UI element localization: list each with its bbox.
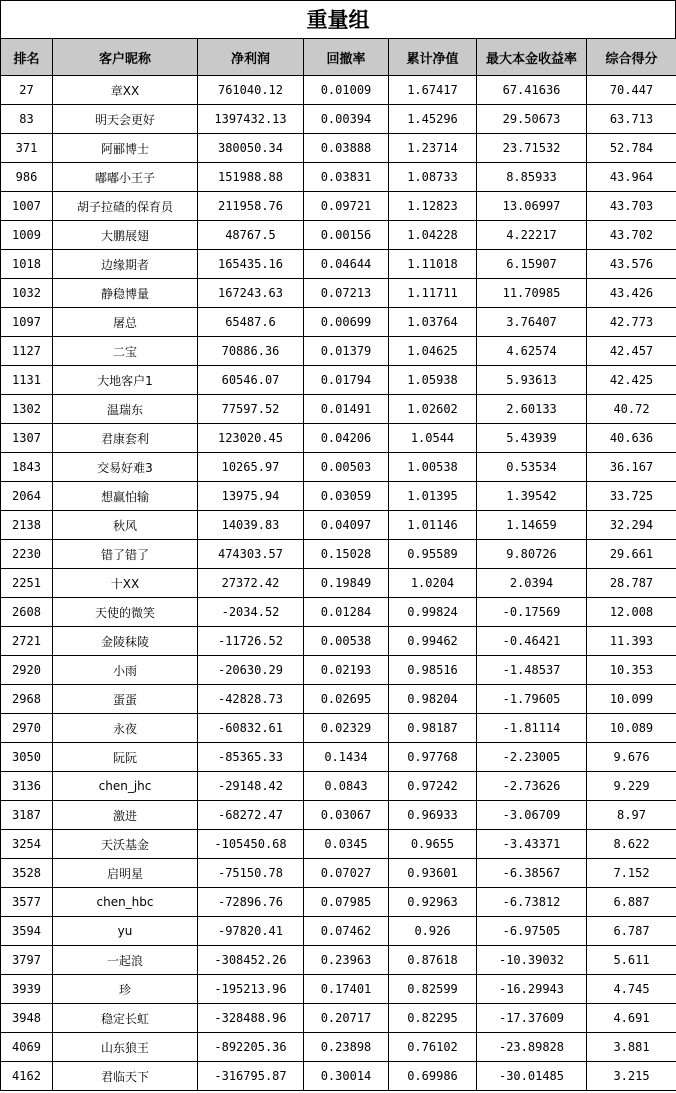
rank-cell: 986 — [1, 163, 53, 192]
nav-cell: 1.0544 — [389, 424, 477, 453]
rank-cell: 1018 — [1, 250, 53, 279]
score-cell: 10.353 — [587, 656, 676, 685]
table-row — [1, 1004, 676, 1033]
table-row — [1, 511, 676, 540]
nickname-cell: 明天会更好 — [53, 105, 198, 134]
rank-cell: 3528 — [1, 859, 53, 888]
table-row — [1, 221, 676, 250]
nickname-cell: 君临天下 — [53, 1062, 198, 1091]
drawdown-cell: 0.01284 — [304, 598, 389, 627]
rank-cell: 3939 — [1, 975, 53, 1004]
net-profit-cell: 151988.88 — [198, 163, 304, 192]
drawdown-cell: 0.00699 — [304, 308, 389, 337]
rank-cell: 3594 — [1, 917, 53, 946]
rank-cell: 2251 — [1, 569, 53, 598]
max-return-cell: 4.62574 — [477, 337, 587, 366]
nav-cell: 0.99824 — [389, 598, 477, 627]
drawdown-cell: 0.07462 — [304, 917, 389, 946]
nickname-cell: 稳定长虹 — [53, 1004, 198, 1033]
drawdown-cell: 0.0843 — [304, 772, 389, 801]
net-profit-cell: -85365.33 — [198, 743, 304, 772]
nickname-cell: 一起浪 — [53, 946, 198, 975]
table-row — [1, 975, 676, 1004]
rank-cell: 1007 — [1, 192, 53, 221]
nickname-cell: 阿郦博士 — [53, 134, 198, 163]
max-return-cell: -3.06709 — [477, 801, 587, 830]
nav-cell: 0.92963 — [389, 888, 477, 917]
nav-cell: 0.69986 — [389, 1062, 477, 1091]
score-cell: 70.447 — [587, 76, 676, 105]
table-body — [1, 76, 676, 1091]
net-profit-cell: 70886.36 — [198, 337, 304, 366]
score-cell: 3.881 — [587, 1033, 676, 1062]
table-row — [1, 76, 676, 105]
nav-cell: 1.01395 — [389, 482, 477, 511]
max-return-cell: 29.50673 — [477, 105, 587, 134]
rank-cell: 1032 — [1, 279, 53, 308]
table-row — [1, 859, 676, 888]
nav-cell: 0.97768 — [389, 743, 477, 772]
header-cumulative-nav: 累计净值 — [389, 39, 477, 76]
nav-cell: 1.11711 — [389, 279, 477, 308]
drawdown-cell: 0.15028 — [304, 540, 389, 569]
net-profit-cell: 761040.12 — [198, 76, 304, 105]
drawdown-cell: 0.23963 — [304, 946, 389, 975]
table-row — [1, 279, 676, 308]
table-row — [1, 1033, 676, 1062]
header-row — [1, 39, 676, 76]
max-return-cell: -1.81114 — [477, 714, 587, 743]
net-profit-cell: -2034.52 — [198, 598, 304, 627]
nickname-cell: 君康套利 — [53, 424, 198, 453]
drawdown-cell: 0.1434 — [304, 743, 389, 772]
nav-cell: 1.00538 — [389, 453, 477, 482]
max-return-cell: 5.93613 — [477, 366, 587, 395]
table-row — [1, 192, 676, 221]
table-row — [1, 772, 676, 801]
table-row — [1, 482, 676, 511]
rank-cell: 1843 — [1, 453, 53, 482]
score-cell: 3.215 — [587, 1062, 676, 1091]
nav-cell: 0.87618 — [389, 946, 477, 975]
net-profit-cell: 123020.45 — [198, 424, 304, 453]
nav-cell: 1.12823 — [389, 192, 477, 221]
table-row — [1, 685, 676, 714]
nickname-cell: 金陵秣陵 — [53, 627, 198, 656]
rank-cell: 1009 — [1, 221, 53, 250]
score-cell: 9.676 — [587, 743, 676, 772]
max-return-cell: 23.71532 — [477, 134, 587, 163]
table-row — [1, 163, 676, 192]
nav-cell: 0.9655 — [389, 830, 477, 859]
score-cell: 43.964 — [587, 163, 676, 192]
nav-cell: 0.95589 — [389, 540, 477, 569]
drawdown-cell: 0.04644 — [304, 250, 389, 279]
net-profit-cell: -60832.61 — [198, 714, 304, 743]
net-profit-cell: -72896.76 — [198, 888, 304, 917]
net-profit-cell: -68272.47 — [198, 801, 304, 830]
net-profit-cell: -328488.96 — [198, 1004, 304, 1033]
max-return-cell: -1.48537 — [477, 656, 587, 685]
nav-cell: 0.82295 — [389, 1004, 477, 1033]
header-score: 综合得分 — [587, 39, 676, 76]
table-row — [1, 830, 676, 859]
drawdown-cell: 0.03059 — [304, 482, 389, 511]
drawdown-cell: 0.04097 — [304, 511, 389, 540]
rank-cell: 3948 — [1, 1004, 53, 1033]
rank-cell: 2138 — [1, 511, 53, 540]
nav-cell: 1.03764 — [389, 308, 477, 337]
max-return-cell: -6.38567 — [477, 859, 587, 888]
nickname-cell: 错了错了 — [53, 540, 198, 569]
net-profit-cell: -316795.87 — [198, 1062, 304, 1091]
max-return-cell: 3.76407 — [477, 308, 587, 337]
rank-cell: 4162 — [1, 1062, 53, 1091]
nickname-cell: 秋风 — [53, 511, 198, 540]
nickname-cell: 大地客户1 — [53, 366, 198, 395]
net-profit-cell: 27372.42 — [198, 569, 304, 598]
net-profit-cell: -75150.78 — [198, 859, 304, 888]
max-return-cell: -2.73626 — [477, 772, 587, 801]
drawdown-cell: 0.09721 — [304, 192, 389, 221]
drawdown-cell: 0.20717 — [304, 1004, 389, 1033]
max-return-cell: -30.01485 — [477, 1062, 587, 1091]
score-cell: 36.167 — [587, 453, 676, 482]
max-return-cell: 8.85933 — [477, 163, 587, 192]
drawdown-cell: 0.03067 — [304, 801, 389, 830]
max-return-cell: -1.79605 — [477, 685, 587, 714]
nickname-cell: 胡子拉碴的保育员 — [53, 192, 198, 221]
max-return-cell: -2.23005 — [477, 743, 587, 772]
nav-cell: 0.99462 — [389, 627, 477, 656]
score-cell: 5.611 — [587, 946, 676, 975]
sheet-title: 重量组 — [0, 0, 676, 38]
table-row — [1, 714, 676, 743]
table-row — [1, 801, 676, 830]
drawdown-cell: 0.00503 — [304, 453, 389, 482]
table-row — [1, 424, 676, 453]
nickname-cell: 章XX — [53, 76, 198, 105]
max-return-cell: -16.29943 — [477, 975, 587, 1004]
nickname-cell: 屠总 — [53, 308, 198, 337]
rank-cell: 1131 — [1, 366, 53, 395]
nickname-cell: 十XX — [53, 569, 198, 598]
nickname-cell: chen_jhc — [53, 772, 198, 801]
drawdown-cell: 0.00156 — [304, 221, 389, 250]
nav-cell: 1.05938 — [389, 366, 477, 395]
nav-cell: 1.04228 — [389, 221, 477, 250]
drawdown-cell: 0.19849 — [304, 569, 389, 598]
nickname-cell: 山东狼王 — [53, 1033, 198, 1062]
max-return-cell: -6.97505 — [477, 917, 587, 946]
net-profit-cell: 474303.57 — [198, 540, 304, 569]
nav-cell: 0.98204 — [389, 685, 477, 714]
table-row — [1, 569, 676, 598]
rank-cell: 27 — [1, 76, 53, 105]
nickname-cell: 小雨 — [53, 656, 198, 685]
drawdown-cell: 0.30014 — [304, 1062, 389, 1091]
nav-cell: 1.04625 — [389, 337, 477, 366]
score-cell: 10.099 — [587, 685, 676, 714]
table-row — [1, 917, 676, 946]
drawdown-cell: 0.03888 — [304, 134, 389, 163]
drawdown-cell: 0.00394 — [304, 105, 389, 134]
table-row — [1, 1062, 676, 1091]
max-return-cell: -0.17569 — [477, 598, 587, 627]
nickname-cell: 边缘期者 — [53, 250, 198, 279]
score-cell: 33.725 — [587, 482, 676, 511]
nav-cell: 1.67417 — [389, 76, 477, 105]
max-return-cell: 5.43939 — [477, 424, 587, 453]
nickname-cell: 静稳博量 — [53, 279, 198, 308]
max-return-cell: 1.14659 — [477, 511, 587, 540]
score-cell: 43.703 — [587, 192, 676, 221]
score-cell: 8.622 — [587, 830, 676, 859]
net-profit-cell: 48767.5 — [198, 221, 304, 250]
score-cell: 29.661 — [587, 540, 676, 569]
drawdown-cell: 0.07027 — [304, 859, 389, 888]
table-row — [1, 250, 676, 279]
rank-cell: 1302 — [1, 395, 53, 424]
nav-cell: 0.96933 — [389, 801, 477, 830]
drawdown-cell: 0.17401 — [304, 975, 389, 1004]
max-return-cell: 0.53534 — [477, 453, 587, 482]
rank-cell: 3136 — [1, 772, 53, 801]
table-row — [1, 366, 676, 395]
rank-cell: 1307 — [1, 424, 53, 453]
net-profit-cell: -29148.42 — [198, 772, 304, 801]
drawdown-cell: 0.01491 — [304, 395, 389, 424]
net-profit-cell: 10265.97 — [198, 453, 304, 482]
net-profit-cell: 13975.94 — [198, 482, 304, 511]
rank-cell: 2064 — [1, 482, 53, 511]
net-profit-cell: 65487.6 — [198, 308, 304, 337]
table-row — [1, 337, 676, 366]
net-profit-cell: -11726.52 — [198, 627, 304, 656]
net-profit-cell: 60546.07 — [198, 366, 304, 395]
nickname-cell: 想赢怕输 — [53, 482, 198, 511]
score-cell: 40.636 — [587, 424, 676, 453]
table-row — [1, 453, 676, 482]
net-profit-cell: 211958.76 — [198, 192, 304, 221]
net-profit-cell: 380050.34 — [198, 134, 304, 163]
score-cell: 43.576 — [587, 250, 676, 279]
max-return-cell: 67.41636 — [477, 76, 587, 105]
drawdown-cell: 0.07985 — [304, 888, 389, 917]
nickname-cell: 珍 — [53, 975, 198, 1004]
drawdown-cell: 0.01379 — [304, 337, 389, 366]
score-cell: 42.773 — [587, 308, 676, 337]
score-cell: 7.152 — [587, 859, 676, 888]
nav-cell: 1.11018 — [389, 250, 477, 279]
nickname-cell: 天沃基金 — [53, 830, 198, 859]
nickname-cell: 永夜 — [53, 714, 198, 743]
drawdown-cell: 0.00538 — [304, 627, 389, 656]
table-row — [1, 627, 676, 656]
header-rank: 排名 — [1, 39, 53, 76]
net-profit-cell: -892205.36 — [198, 1033, 304, 1062]
rank-cell: 83 — [1, 105, 53, 134]
drawdown-cell: 0.01794 — [304, 366, 389, 395]
score-cell: 42.457 — [587, 337, 676, 366]
max-return-cell: -23.89828 — [477, 1033, 587, 1062]
nav-cell: 0.926 — [389, 917, 477, 946]
score-cell: 63.713 — [587, 105, 676, 134]
nav-cell: 0.97242 — [389, 772, 477, 801]
rank-cell: 1097 — [1, 308, 53, 337]
table-row — [1, 105, 676, 134]
score-cell: 32.294 — [587, 511, 676, 540]
score-cell: 4.691 — [587, 1004, 676, 1033]
rank-cell: 2230 — [1, 540, 53, 569]
max-return-cell: -0.46421 — [477, 627, 587, 656]
rank-cell: 4069 — [1, 1033, 53, 1062]
nickname-cell: 二宝 — [53, 337, 198, 366]
drawdown-cell: 0.07213 — [304, 279, 389, 308]
score-cell: 42.425 — [587, 366, 676, 395]
drawdown-cell: 0.02695 — [304, 685, 389, 714]
net-profit-cell: -195213.96 — [198, 975, 304, 1004]
max-return-cell: -6.73812 — [477, 888, 587, 917]
drawdown-cell: 0.23898 — [304, 1033, 389, 1062]
table-row — [1, 743, 676, 772]
rank-cell: 2920 — [1, 656, 53, 685]
max-return-cell: 13.06997 — [477, 192, 587, 221]
nav-cell: 1.01146 — [389, 511, 477, 540]
drawdown-cell: 0.0345 — [304, 830, 389, 859]
header-max-return: 最大本金收益率 — [477, 39, 587, 76]
rank-cell: 1127 — [1, 337, 53, 366]
nickname-cell: 蛋蛋 — [53, 685, 198, 714]
max-return-cell: 11.70985 — [477, 279, 587, 308]
nav-cell: 1.0204 — [389, 569, 477, 598]
rank-cell: 371 — [1, 134, 53, 163]
header-net-profit: 净利润 — [198, 39, 304, 76]
max-return-cell: 9.80726 — [477, 540, 587, 569]
drawdown-cell: 0.04206 — [304, 424, 389, 453]
nav-cell: 1.23714 — [389, 134, 477, 163]
score-cell: 6.787 — [587, 917, 676, 946]
nav-cell: 0.76102 — [389, 1033, 477, 1062]
nav-cell: 1.02602 — [389, 395, 477, 424]
drawdown-cell: 0.02329 — [304, 714, 389, 743]
rank-cell: 2608 — [1, 598, 53, 627]
nickname-cell: 温瑞东 — [53, 395, 198, 424]
score-cell: 8.97 — [587, 801, 676, 830]
rank-cell: 2968 — [1, 685, 53, 714]
max-return-cell: -10.39032 — [477, 946, 587, 975]
score-cell: 28.787 — [587, 569, 676, 598]
header-drawdown: 回撤率 — [304, 39, 389, 76]
net-profit-cell: -97820.41 — [198, 917, 304, 946]
rank-cell: 3797 — [1, 946, 53, 975]
max-return-cell: 6.15907 — [477, 250, 587, 279]
max-return-cell: 4.22217 — [477, 221, 587, 250]
rank-cell: 2970 — [1, 714, 53, 743]
score-cell: 40.72 — [587, 395, 676, 424]
score-cell: 4.745 — [587, 975, 676, 1004]
net-profit-cell: 77597.52 — [198, 395, 304, 424]
table-row — [1, 598, 676, 627]
rank-cell: 3187 — [1, 801, 53, 830]
score-cell: 43.426 — [587, 279, 676, 308]
net-profit-cell: 167243.63 — [198, 279, 304, 308]
rank-cell: 3050 — [1, 743, 53, 772]
table-row — [1, 946, 676, 975]
nickname-cell: chen_hbc — [53, 888, 198, 917]
ranking-table — [0, 38, 676, 1091]
nav-cell: 0.98187 — [389, 714, 477, 743]
nickname-cell: 阮阮 — [53, 743, 198, 772]
nav-cell: 1.45296 — [389, 105, 477, 134]
score-cell: 52.784 — [587, 134, 676, 163]
nickname-cell: 激进 — [53, 801, 198, 830]
nickname-cell: 大鹏展翅 — [53, 221, 198, 250]
nav-cell: 0.98516 — [389, 656, 477, 685]
rank-cell: 2721 — [1, 627, 53, 656]
net-profit-cell: 165435.16 — [198, 250, 304, 279]
drawdown-cell: 0.03831 — [304, 163, 389, 192]
nickname-cell: 交易好难3 — [53, 453, 198, 482]
net-profit-cell: -308452.26 — [198, 946, 304, 975]
max-return-cell: -17.37609 — [477, 1004, 587, 1033]
drawdown-cell: 0.01009 — [304, 76, 389, 105]
score-cell: 10.089 — [587, 714, 676, 743]
table-row — [1, 888, 676, 917]
max-return-cell: 2.0394 — [477, 569, 587, 598]
score-cell: 11.393 — [587, 627, 676, 656]
table-row — [1, 656, 676, 685]
score-cell: 9.229 — [587, 772, 676, 801]
header-nickname: 客户昵称 — [53, 39, 198, 76]
score-cell: 12.008 — [587, 598, 676, 627]
nickname-cell: 启明星 — [53, 859, 198, 888]
rank-cell: 3254 — [1, 830, 53, 859]
table-row — [1, 134, 676, 163]
max-return-cell: 2.60133 — [477, 395, 587, 424]
max-return-cell: -3.43371 — [477, 830, 587, 859]
drawdown-cell: 0.02193 — [304, 656, 389, 685]
nickname-cell: yu — [53, 917, 198, 946]
rank-cell: 3577 — [1, 888, 53, 917]
net-profit-cell: -42828.73 — [198, 685, 304, 714]
net-profit-cell: -105450.68 — [198, 830, 304, 859]
net-profit-cell: 14039.83 — [198, 511, 304, 540]
net-profit-cell: 1397432.13 — [198, 105, 304, 134]
nav-cell: 0.82599 — [389, 975, 477, 1004]
nickname-cell: 嘟嘟小王子 — [53, 163, 198, 192]
score-cell: 43.702 — [587, 221, 676, 250]
score-cell: 6.887 — [587, 888, 676, 917]
table-row — [1, 395, 676, 424]
nav-cell: 1.08733 — [389, 163, 477, 192]
nickname-cell: 天使的微笑 — [53, 598, 198, 627]
nav-cell: 0.93601 — [389, 859, 477, 888]
net-profit-cell: -20630.29 — [198, 656, 304, 685]
table-row — [1, 308, 676, 337]
table-row — [1, 540, 676, 569]
max-return-cell: 1.39542 — [477, 482, 587, 511]
